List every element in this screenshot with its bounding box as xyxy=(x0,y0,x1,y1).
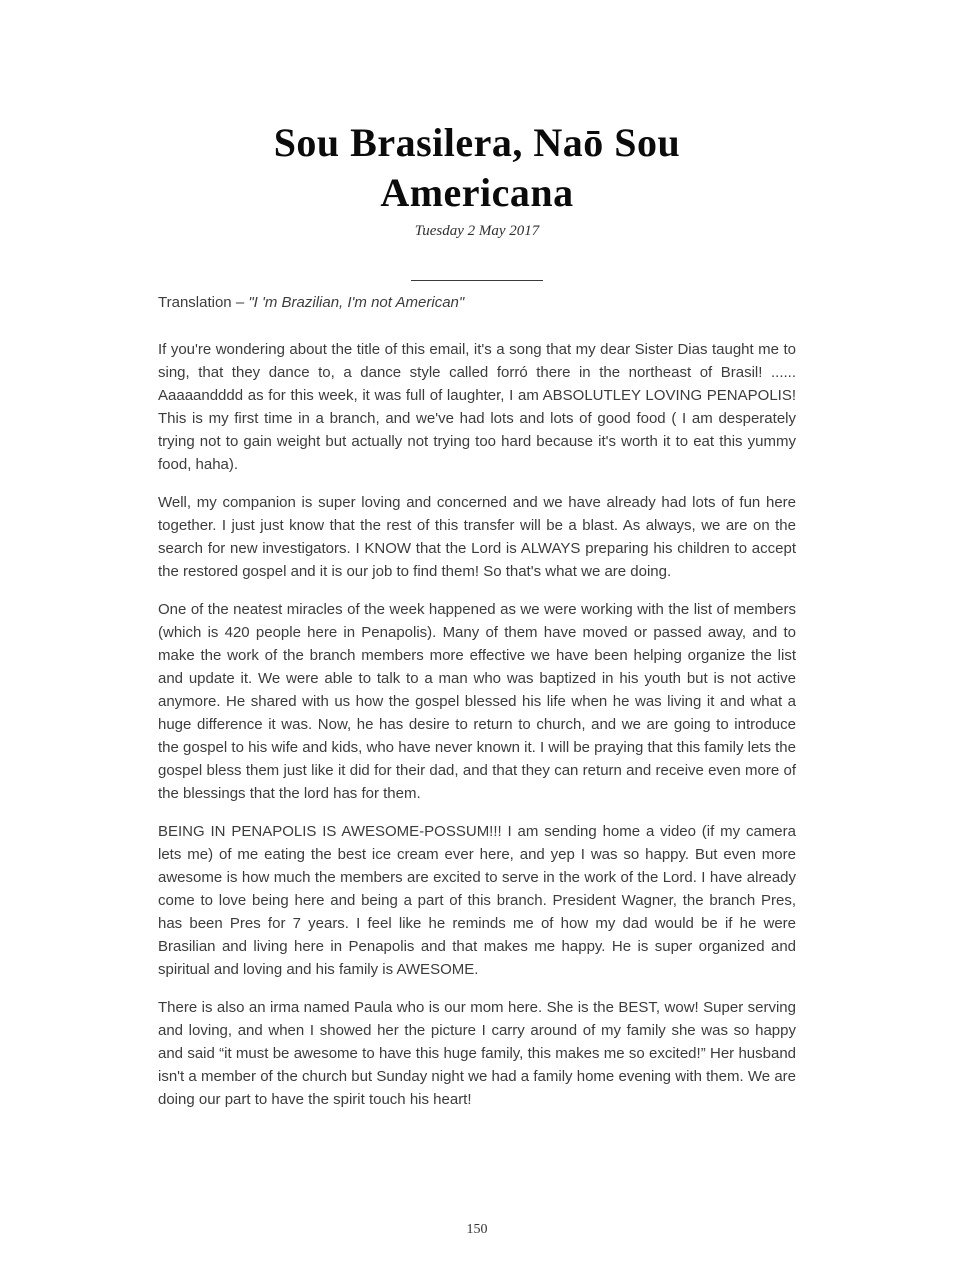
paragraph-2: Well, my companion is super loving and concerned and we have already had lots of fun here together. I just just know that the rest of this transfer will be a blast. As always, we are on the search for new investigators. I KNOW that the Lord is ALWAYS preparing his children to accept the restored gospel and it is our job to find them! So that's what we are doing. xyxy=(158,494,796,580)
paragraph-5: There is also an irma named Paula who is our mom here. She is the BEST, wow! Super serving and loving, and when I showed her the picture I carry around of my family she was so happy and said “it must be awesome to have this huge family, this makes me so excited!” Her husband isn't a member of the church but Sunday night we had a family home evening with them. We are doing our part to have the spirit touch his heart! xyxy=(158,999,796,1108)
translation-quote: "I 'm Brazilian, I'm not American" xyxy=(248,294,465,311)
title-line-2: Americana xyxy=(380,170,574,215)
paragraph-1: If you're wondering about the title of this email, it's a song that my dear Sister Dias taught me to sing, that they dance to, a dance style called forró there in the northeast of Brasil! ...... Aaaaandddd as for this week, it was full of laughter, I am ABSOLUTLEY LOVING PENAPOLIS! This is my first time in a branch, and we've had lots and lots of good food ( I am desperately trying not to gain weight but actually not trying too hard because it's worth it to eat this yummy food, haha). xyxy=(158,341,796,473)
page-content xyxy=(158,0,796,1126)
paragraph-4: BEING IN PENAPOLIS IS AWESOME-POSSUM!!! I am sending home a video (if my camera lets me) of me eating the best ice cream ever here, and yep I was so happy. But even more awesome is how much the members are excited to serve in the work of the Lord. I have already come to love being here and being a part of this branch. President Wagner, the branch Pres, has been Pres for 7 years. I feel like he reminds me of how my dad would be if he were Brasilian and living here in Penapolis and that makes me happy. He is super organized and spiritual and loving and his family is AWESOME. xyxy=(158,823,796,978)
page-title xyxy=(158,118,796,218)
translation-line xyxy=(158,291,796,314)
translation-label: Translation – xyxy=(158,294,249,311)
paragraph-3: One of the neatest miracles of the week happened as we were working with the list of members (which is 420 people here in Penapolis). Many of them have moved or passed away, and to make the work of the branch members more effective we have been helping organize the list and update it. We were able to talk to a man who was baptized in his youth but is not active anymore. He shared with us how the gospel blessed his life when he was living it and what a huge difference it was. Now, he has desire to return to church, and we are going to introduce the gospel to his wife and kids, who have never known it. I will be praying that this family lets the gospel bless them just like it did for their dad, and that they can return and receive even more of the blessings that the lord has for them. xyxy=(158,601,796,802)
title-line-1: Sou Brasilera, Naō Sou xyxy=(273,120,681,165)
date-line: Tuesday 2 May 2017 xyxy=(414,223,540,239)
page-number: 150 xyxy=(466,1222,488,1237)
section-divider xyxy=(411,280,543,281)
